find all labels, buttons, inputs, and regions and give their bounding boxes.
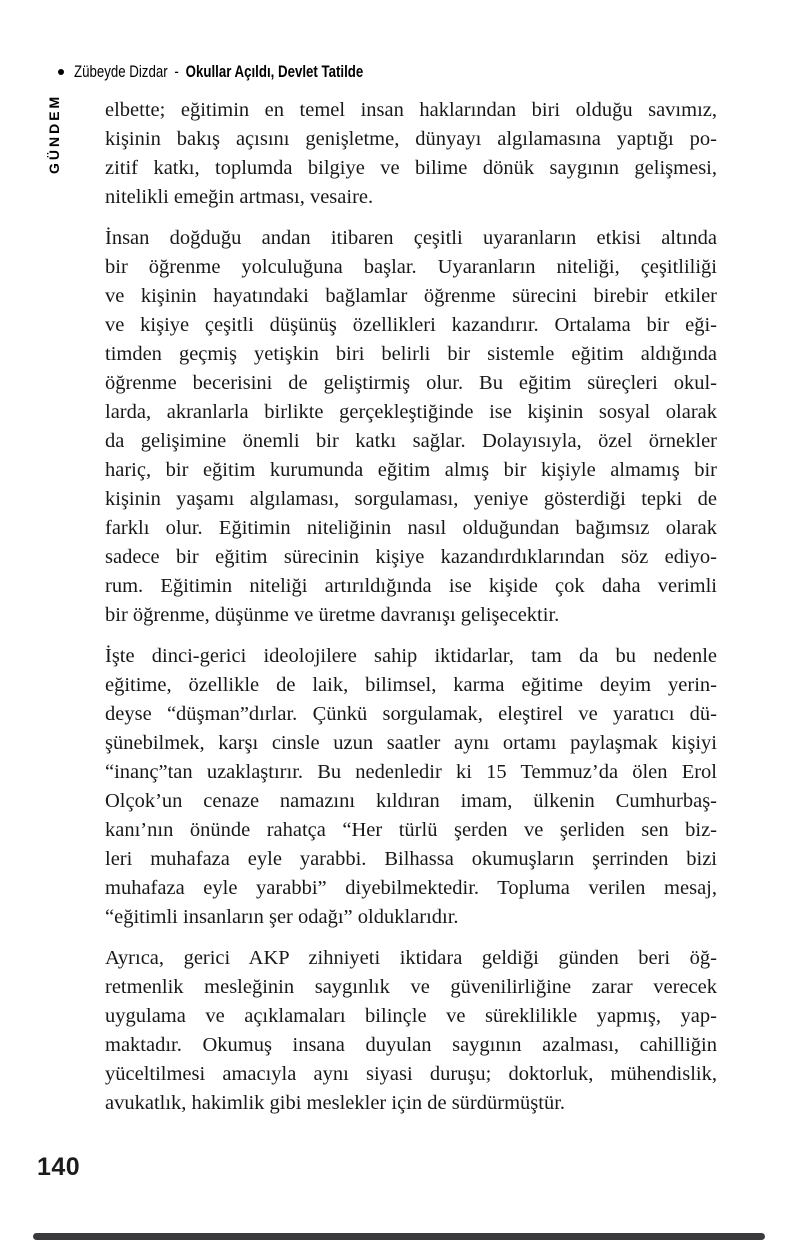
page-body bbox=[105, 96, 717, 1130]
text-line: leri muhafaza eyle yarabbi. Bilhassa okumuşların şerrinden bizi bbox=[105, 848, 717, 870]
text-line: “eğitimli insanların şer odağı” olduklarıdır. bbox=[105, 906, 459, 928]
page-number: 140 bbox=[37, 1153, 81, 1181]
header-separator: - bbox=[174, 62, 179, 81]
text-line: kanı’nın önünde rahatça “Her türlü şerden ve şerliden sen biz- bbox=[105, 819, 717, 841]
text-line: avukatlık, hakimlik gibi meslekler için de sürdürmüştür. bbox=[105, 1092, 566, 1114]
text-line: İşte dinci-gerici ideolojilere sahip iktidarlar, tam da bu nedenle bbox=[105, 645, 717, 667]
text-line: retmenlik mesleğinin saygınlık ve güvenilirliğine zarar verecek bbox=[105, 976, 717, 998]
text-line: kişinin yaşamı algılaması, sorgulaması, yeniye gösterdiği tepki de bbox=[105, 488, 717, 510]
text-line: zitif katkı, toplumda bilgiye ve bilime dönük saygının gelişmesi, bbox=[105, 157, 717, 179]
author-name: Zübeyde Dizdar bbox=[74, 62, 168, 81]
text-line: sadece bir eğitim sürecinin kişiye kazandırdıklarından söz ediyo- bbox=[105, 546, 717, 568]
page-bottom-edge-bar bbox=[33, 1233, 765, 1240]
running-header bbox=[58, 62, 445, 82]
text-line: kişinin bakış açısını genişletme, dünyayı algılamasına yaptığı po- bbox=[105, 128, 717, 150]
paragraph bbox=[105, 224, 717, 630]
paragraph bbox=[105, 944, 717, 1118]
bullet-icon bbox=[58, 69, 64, 75]
text-line: hariç, bir eğitim kurumunda eğitim almış bir kişiyle almamış bir bbox=[105, 459, 717, 481]
text-line: elbette; eğitimin en temel insan haklarından biri olduğu savımız, bbox=[105, 99, 717, 121]
text-line: öğrenme becerisini de geliştirmiş olur. Bu eğitim süreçleri okul- bbox=[105, 372, 717, 394]
text-line: bir öğrenme yolculuğuna başlar. Uyaranların niteliği, çeşitliliği bbox=[105, 256, 717, 278]
text-line: şünebilmek, karşı cinsle uzun saatler aynı ortamı paylaşmak kişiyi bbox=[105, 732, 717, 754]
text-line: deyse “düşman”dırlar. Çünkü sorgulamak, eleştirel ve yaratıcı dü- bbox=[105, 703, 717, 725]
running-header-text bbox=[74, 62, 363, 82]
text-line: eğitime, özellikle de laik, bilimsel, karma eğitime deyim yerin- bbox=[105, 674, 717, 696]
text-line: nitelikli emeğin artması, vesaire. bbox=[105, 186, 374, 208]
text-line: farklı olur. Eğitimin niteliğinin nasıl olduğundan bağımsız olarak bbox=[105, 517, 717, 539]
text-line: bir öğrenme, düşünme ve üretme davranışı gelişecektir. bbox=[105, 604, 560, 626]
text-line: ve kişinin hayatındaki bağlamlar öğrenme sürecini birebir etkiler bbox=[105, 285, 717, 307]
section-label-vertical: GÜNDEM bbox=[46, 93, 62, 174]
paragraph bbox=[105, 96, 717, 212]
text-line: timden geçmiş yetişkin biri belirli bir sistemle eğitim aldığında bbox=[105, 343, 717, 365]
text-line: İnsan doğduğu andan itibaren çeşitli uyaranların etkisi altında bbox=[105, 227, 717, 249]
text-line: larda, akranlarla birlikte gerçekleştiğinde ise kişinin sosyal olarak bbox=[105, 401, 717, 423]
paragraph bbox=[105, 642, 717, 932]
text-line: muhafaza eyle yarabbi” diyebilmektedir. Topluma verilen mesaj, bbox=[105, 877, 717, 899]
text-line: Olçok’un cenaze namazını kıldıran imam, ülkenin Cumhurbaş- bbox=[105, 790, 717, 812]
text-line: da gelişimine önemli bir katkı sağlar. Dolayısıyla, özel örnekler bbox=[105, 430, 717, 452]
text-line: ve kişiye çeşitli düşünüş özellikleri kazandırır. Ortalama bir eği- bbox=[105, 314, 717, 336]
text-line: uygulama ve açıklamaları bilinçle ve süreklilikle yapmış, yap- bbox=[105, 1005, 717, 1027]
text-line: rum. Eğitimin niteliği artırıldığında ise kişide çok daha verimli bbox=[105, 575, 717, 597]
text-line: maktadır. Okumuş insana duyulan saygının azalması, cahilliğin bbox=[105, 1034, 717, 1056]
text-line: yüceltilmesi amacıyla aynı siyasi duruşu; doktorluk, mühendislik, bbox=[105, 1063, 717, 1085]
chapter-title: Okullar Açıldı, Devlet Tatilde bbox=[185, 62, 364, 81]
text-line: Ayrıca, gerici AKP zihniyeti iktidara geldiği günden beri öğ- bbox=[105, 947, 717, 969]
text-line: “inanç”tan uzaklaştırır. Bu nedenledir ki 15 Temmuz’da ölen Erol bbox=[105, 761, 717, 783]
